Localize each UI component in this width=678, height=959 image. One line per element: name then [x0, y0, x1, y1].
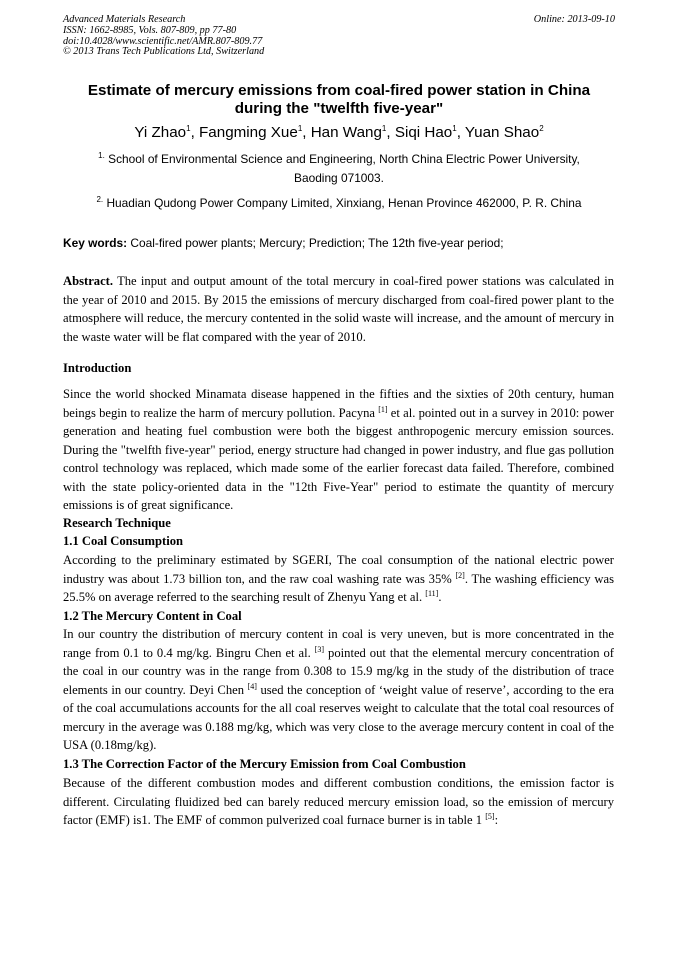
affiliation-1-line-1: School of Environmental Science and Engineering, North China Electric Power University,	[108, 152, 580, 166]
s12-text-1: In our country the distribution of mercury content in coal is very uneven, but is more concentrated in the range from 0.1 to 0.4 mg/kg. Bingru Chen et al.	[63, 627, 614, 660]
author-name: Siqi Hao	[394, 124, 453, 141]
mercury-content-paragraph	[63, 625, 614, 755]
s11-text-1: According to the preliminary estimated by SGERI, The coal consumption of the national electric power industry was about 1.73 billion ton, and the raw coal washing rate was 35%	[63, 553, 614, 586]
author-name: Yi Zhao	[134, 124, 187, 141]
abstract	[63, 272, 614, 346]
author-name: Han Wang	[310, 124, 382, 141]
correction-factor-paragraph	[63, 774, 614, 830]
citation: [1]	[378, 404, 388, 414]
paper-title-line-2: during the "twelfth five-year"	[234, 100, 444, 117]
author-affil-mark: 1	[297, 123, 303, 133]
author-affil-mark: 2	[539, 123, 544, 133]
coal-consumption-paragraph	[63, 551, 614, 607]
abstract-label: Abstract.	[63, 274, 114, 288]
affiliation-1	[63, 150, 615, 188]
author-affil-mark: 1	[186, 123, 191, 133]
author-affil-mark: 1	[381, 123, 387, 133]
citation: [2]	[455, 570, 465, 580]
subsection-heading-1-2: 1.2 The Mercury Content in Coal	[63, 609, 242, 623]
author-name: Yuan Shao	[464, 124, 540, 141]
affiliation-mark: 2.	[96, 195, 104, 205]
intro-text-2: et al. pointed out in a survey in 2010: power generation and heating fuel combustion were both the biggest anthropogenic mercury emission sources. During the "twelfth five-year" period, energy structure had changed in power industry, and flue gas pollution control technology was replaced, which made some of the earlier forecast data failed. Therefore, combined with the state policy-oriented data in the "12th Five-Year" period to estimate the quantity of mercury emissions is of great significance.	[63, 405, 614, 512]
citation: [5]	[485, 811, 495, 821]
s11-text-2: . The washing efficiency was 25.5% on average referred to the searching result of Zhenyu Yang et al.	[63, 571, 615, 604]
s12-text-3: used the conception of ‘weight value of reserve’, according to the era of the coal accumulations accounts for the all coal reserves weight to calculate that the total coal resources of mercury in the average was 0.188 mg/kg, which was very close to the average mercury content in coal of the USA (0.18mg/kg).	[63, 682, 614, 752]
citation: [4]	[247, 681, 257, 691]
journal-name: Advanced Materials Research	[63, 14, 186, 25]
subsection-heading-1-3: 1.3 The Correction Factor of the Mercury Emission from Coal Combustion	[63, 757, 466, 771]
doi-line: doi:10.4028/www.scientific.net/AMR.807-809.77	[63, 35, 263, 47]
running-header	[63, 15, 264, 58]
keywords-label: Key words:	[63, 236, 128, 250]
affiliation-2-line-1: Huadian Qudong Power Company Limited, Xinxiang, Henan Province 462000, P. R. China	[106, 196, 582, 210]
issn-line: ISSN: 1662-8985, Vols. 807-809, pp 77-80	[63, 24, 237, 36]
online-date: Online: 2013-09-10	[533, 14, 615, 25]
s11-text-3: .	[438, 590, 442, 604]
introduction-paragraph	[63, 385, 614, 515]
keywords-text: Coal-fired power plants; Mercury; Prediction; The 12th five-year period;	[130, 236, 504, 250]
paper-title-line-1: Estimate of mercury emissions from coal-fired power station in China	[87, 82, 591, 99]
citation: [11]	[425, 588, 439, 598]
abstract-text: The input and output amount of the total mercury in coal-fired power stations was calculated in the year of 2010 and 2015. By 2015 the emissions of mercury discharged from coal-fired power plant to the atmosphere will reduce, the mercury contented in the solid waste will increase, and the amount of mercury in the waste water will be flat compared with the year of 2010.	[63, 274, 615, 344]
affiliation-1-line-2: Baoding 071003.	[294, 171, 384, 185]
author-name: Fangming Xue	[199, 124, 298, 141]
keywords	[63, 235, 504, 251]
section-heading-introduction: Introduction	[63, 361, 132, 375]
affiliation-mark: 1.	[98, 151, 105, 161]
author-affil-mark: 1	[452, 123, 457, 133]
author-list: Yi Zhao$^1$, Fangming Xue$^1$, Han Wang$^1$, Siqi Hao$^1$, Yuan Shao$^2$	[134, 123, 544, 141]
citation: [3]	[314, 644, 325, 654]
s13-text-2: :	[494, 813, 499, 827]
intro-text-1: Since the world shocked Minamata disease happened in the fifties and the sixties of 20th century, human beings begin to realize the harm of mercury pollution. Pacyna	[63, 387, 614, 420]
copyright-line: © 2013 Trans Tech Publications Ltd, Switzerland	[63, 46, 265, 58]
s13-text-1: Because of the different combustion modes and different combustion conditions, the emission factor is different. Circulating fluidized bed can barely reduced mercury emission load, so the emission of mercury factor (EMF) is1. The EMF of common pulverized coal furnace burner is in table 1	[63, 776, 614, 827]
subsection-heading-1-1: 1.1 Coal Consumption	[63, 534, 184, 548]
s12-text-2: pointed out that the elemental mercury concentration of the coal in our country was in the range from 0.308 to 15.9 mg/kg in the study of the distribution of trace elements in our country. Deyi Chen	[63, 645, 614, 697]
affiliation-2	[63, 194, 615, 213]
section-heading-research-technique: Research Technique	[63, 516, 171, 530]
